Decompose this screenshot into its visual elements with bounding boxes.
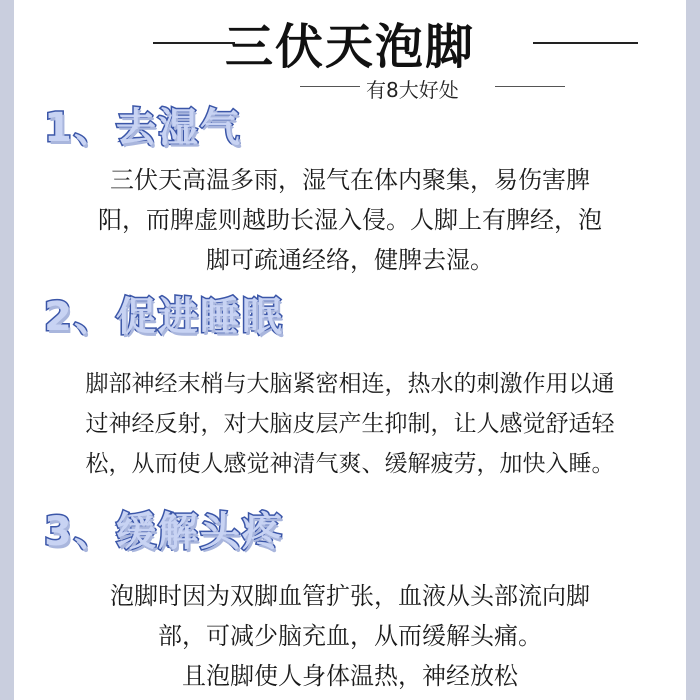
left-border-strip	[0, 0, 14, 700]
section-heading-dampness: 1、去湿气	[44, 105, 242, 151]
paragraph-line: 脚可疏通经络，健脾去湿。	[206, 246, 494, 274]
section-heading-headache: 3、缓解头疼	[44, 509, 284, 555]
title-rule-right	[533, 42, 638, 44]
paragraph-line: 松，从而使人感觉神清气爽、缓解疲劳，加快入睡。	[85, 451, 615, 477]
title-row	[0, 6, 700, 75]
paragraph-line: 且泡脚使人身体温热，神经放松	[182, 662, 518, 690]
paragraph-line: 脚部神经末梢与大脑紧密相连，热水的刺激作用以通	[85, 371, 615, 397]
section-paragraph-dampness	[40, 160, 660, 280]
subtitle-rule-right	[495, 86, 565, 87]
paragraph-line: 部，可减少脑充血，从而缓解头痛。	[158, 622, 542, 650]
paragraph-line: 泡脚时因为双脚血管扩张，血液从头部流向脚	[110, 582, 590, 610]
section-paragraph-sleep	[40, 364, 660, 484]
section-heading-sleep: 2、促进睡眠	[44, 294, 284, 340]
section-paragraph-headache	[40, 576, 660, 696]
subtitle-rule-left	[300, 86, 360, 87]
paragraph-line: 阳，而脾虚则越助长湿入侵。人脚上有脾经，泡	[98, 206, 602, 234]
page-title: 三伏天泡脚	[224, 19, 475, 75]
right-border-strip	[686, 0, 700, 700]
paragraph-line: 过神经反射，对大脑皮层产生抑制，让人感觉舒适轻	[85, 411, 615, 437]
paragraph-line: 三伏天高温多雨，湿气在体内聚集，易伤害脾	[110, 166, 590, 194]
page-subtitle: 有8大好处	[366, 78, 459, 102]
